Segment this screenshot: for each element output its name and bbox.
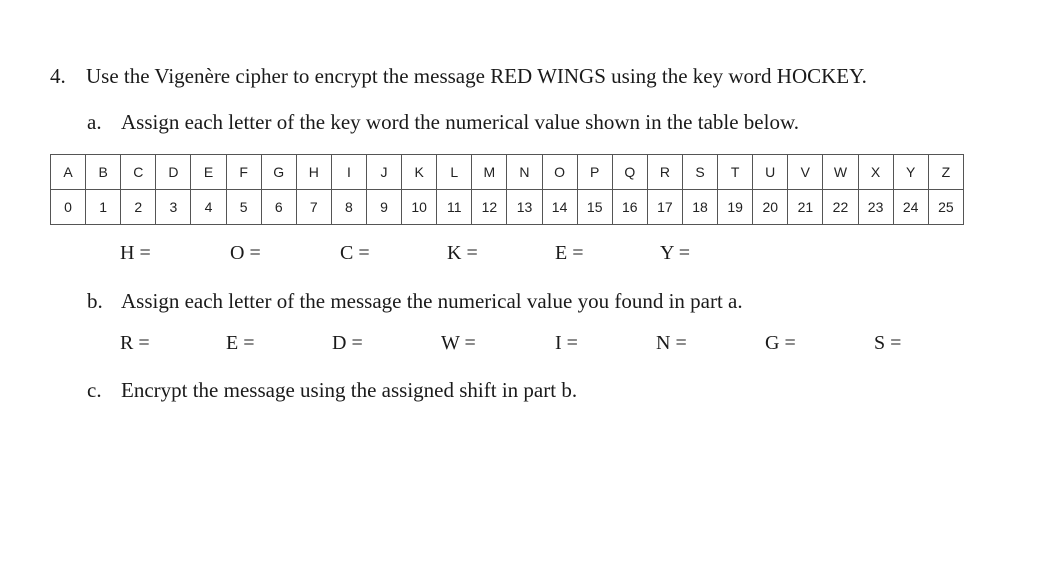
letter-row <box>51 155 964 190</box>
letter-cell: R <box>647 155 682 190</box>
letter-cell: S <box>682 155 717 190</box>
part-c-label: c. <box>87 378 102 402</box>
number-cell: 8 <box>331 190 366 225</box>
number-cell: 14 <box>542 190 577 225</box>
letter-cell: A <box>51 155 86 190</box>
letter-cell: Y <box>893 155 928 190</box>
letter-cell: C <box>121 155 156 190</box>
question-text: Use the Vigenère cipher to encrypt the message RED WINGS using the key word HOCKEY. <box>86 64 867 88</box>
number-cell: 6 <box>261 190 296 225</box>
letter-cell: O <box>542 155 577 190</box>
number-cell: 20 <box>753 190 788 225</box>
number-cell: 23 <box>858 190 893 225</box>
message-blank-n: N = <box>656 332 687 354</box>
number-cell: 22 <box>823 190 858 225</box>
number-cell: 25 <box>928 190 963 225</box>
keyword-blank-y: Y = <box>660 242 690 264</box>
keyword-blank-k: K = <box>447 242 478 264</box>
number-cell: 3 <box>156 190 191 225</box>
letter-cell: G <box>261 155 296 190</box>
letter-cell: L <box>437 155 472 190</box>
number-cell: 2 <box>121 190 156 225</box>
message-blank-d: D = <box>332 332 363 354</box>
letter-cell: P <box>577 155 612 190</box>
message-blank-i: I = <box>555 332 578 354</box>
letter-cell: X <box>858 155 893 190</box>
letter-cell: V <box>788 155 823 190</box>
number-cell: 5 <box>226 190 261 225</box>
message-blank-w: W = <box>441 332 476 354</box>
question-number: 4. <box>50 64 66 88</box>
number-cell: 7 <box>296 190 331 225</box>
letter-cell: E <box>191 155 226 190</box>
letter-cell: D <box>156 155 191 190</box>
number-cell: 15 <box>577 190 612 225</box>
letter-cell: I <box>331 155 366 190</box>
message-blank-r: R = <box>120 332 150 354</box>
letter-cell: W <box>823 155 858 190</box>
keyword-blanks <box>0 242 1046 268</box>
number-cell: 13 <box>507 190 542 225</box>
number-cell: 19 <box>718 190 753 225</box>
letter-cell: J <box>366 155 401 190</box>
keyword-blank-o: O = <box>230 242 261 264</box>
letter-cell: B <box>86 155 121 190</box>
number-cell: 24 <box>893 190 928 225</box>
part-a-text: Assign each letter of the key word the numerical value shown in the table below. <box>121 110 800 134</box>
message-blank-s: S = <box>874 332 902 354</box>
letter-cell: F <box>226 155 261 190</box>
letter-cell: H <box>296 155 331 190</box>
part-b-label: b. <box>87 289 103 313</box>
number-cell: 21 <box>788 190 823 225</box>
letter-cell: Z <box>928 155 963 190</box>
number-cell: 1 <box>86 190 121 225</box>
letter-cell: M <box>472 155 507 190</box>
number-cell: 16 <box>612 190 647 225</box>
keyword-blank-h: H = <box>120 242 151 264</box>
number-cell: 10 <box>402 190 437 225</box>
part-c-text: Encrypt the message using the assigned shift in part b. <box>121 378 578 402</box>
letter-value-table <box>50 154 964 225</box>
letter-cell: U <box>753 155 788 190</box>
letter-cell: N <box>507 155 542 190</box>
message-blanks <box>0 332 1046 358</box>
number-cell: 17 <box>647 190 682 225</box>
letter-cell: T <box>718 155 753 190</box>
message-blank-g: G = <box>765 332 796 354</box>
number-cell: 18 <box>682 190 717 225</box>
number-cell: 12 <box>472 190 507 225</box>
number-cell: 4 <box>191 190 226 225</box>
part-a-label: a. <box>87 110 102 134</box>
message-blank-e: E = <box>226 332 255 354</box>
number-cell: 0 <box>51 190 86 225</box>
letter-cell: K <box>402 155 437 190</box>
keyword-blank-e: E = <box>555 242 584 264</box>
letter-cell: Q <box>612 155 647 190</box>
keyword-blank-c: C = <box>340 242 370 264</box>
number-cell: 11 <box>437 190 472 225</box>
number-cell: 9 <box>366 190 401 225</box>
part-b-text: Assign each letter of the message the numerical value you found in part a. <box>121 289 743 313</box>
number-row <box>51 190 964 225</box>
